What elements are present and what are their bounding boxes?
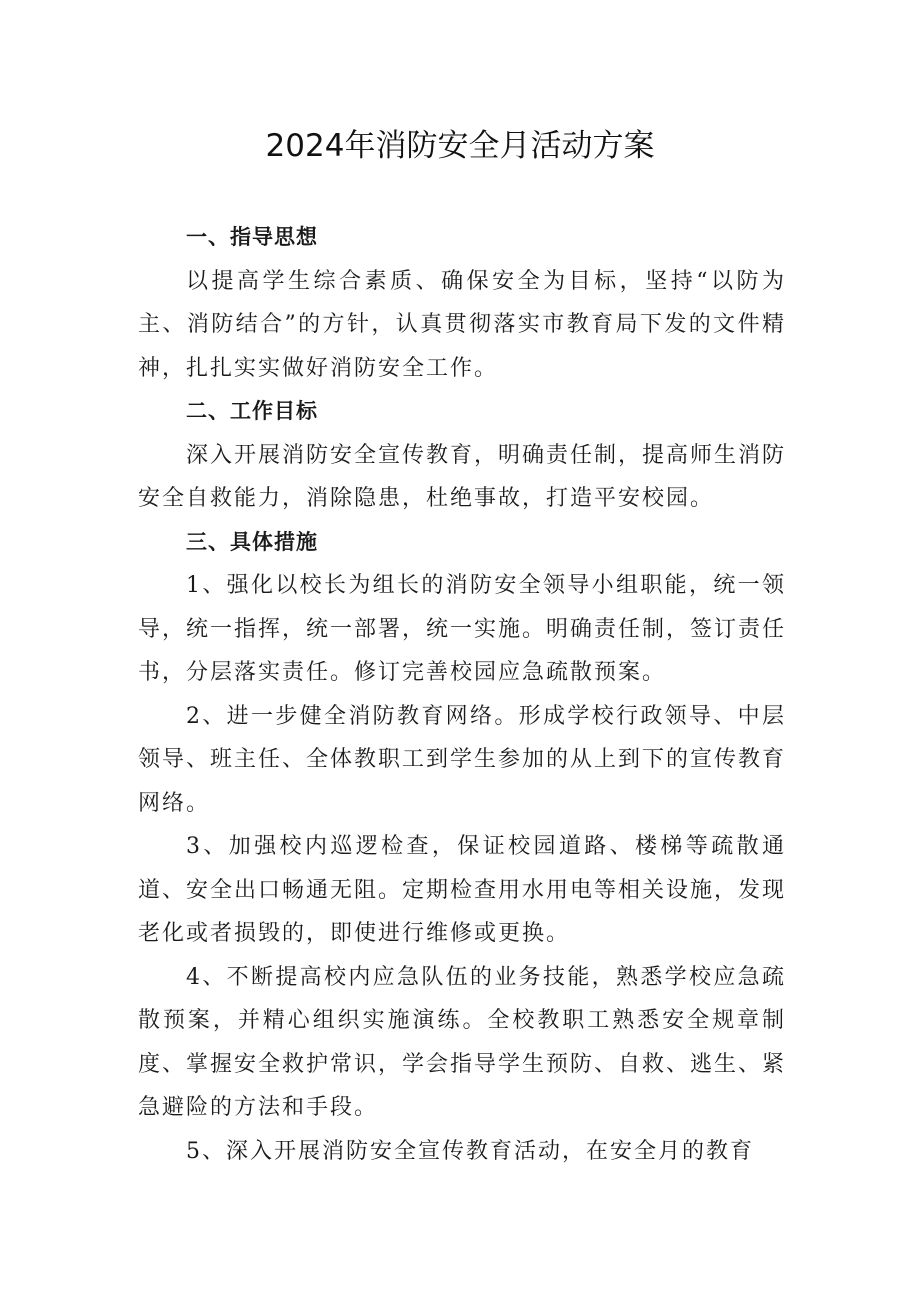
paragraph-measure-3: 3、加强校内巡逻检查，保证校园道路、楼梯等疏散通道、安全出口畅通无阻。定期检查用水用电等相关设施，发现老化或者损毁的，即使进行维修或更换。 [138,834,787,946]
section-heading-guiding-ideology: 一、指导思想 [186,225,318,249]
paragraph-measure-2: 2、进一步健全消防教育网络。形成学校行政领导、中层领导、班主任、全体教职工到学生参加的从上到下的宣传教育网络。 [138,703,787,816]
document-body [138,216,786,1173]
paragraph-guiding-ideology: 以提高学生综合素质、确保安全为目标，坚持“以防为主、消防结合”的方针，认真贯彻落实市教育局下发的文件精神，扎扎实实做好消防安全工作。 [138,268,786,381]
section-heading-specific-measures: 三、具体措施 [186,529,318,554]
document-title: 2024年消防安全月活动方案 [265,128,655,164]
section-heading-work-goals: 二、工作目标 [186,399,318,423]
paragraph-measure-4: 4、不断提高校内应急队伍的业务技能，熟悉学校应急疏散预案，并精心组织实施演练。全校教职工熟悉安全规章制度、掌握安全救护常识，学会指导学生预防、自救、逃生、紧急避险的方法和手段。 [138,964,787,1120]
paragraph-work-goals: 深入开展消防安全宣传教育，明确责任制，提高师生消防安全自救能力，消除隐患，杜绝事故，打造平安校园。 [138,442,787,511]
paragraph-measure-5: 5、深入开展消防安全宣传教育活动，在安全月的教育 [186,1138,754,1164]
paragraph-measure-1: 1、强化以校长为组长的消防安全领导小组职能，统一领导，统一指挥，统一部署，统一实施。明确责任制，签订责任书，分层落实责任。修订完善校园应急疏散预案。 [138,573,787,685]
